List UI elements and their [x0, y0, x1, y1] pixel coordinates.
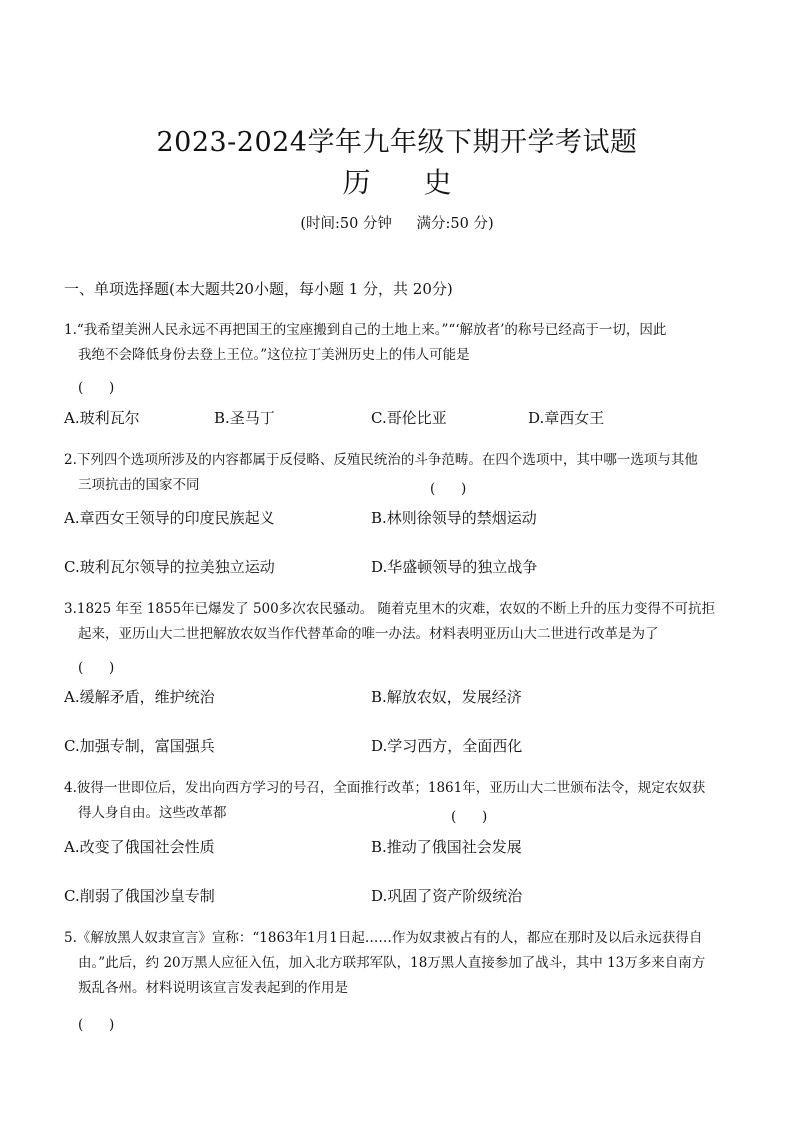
question-1-line1: 1.“我希望美洲人民永远不再把国王的宝座搬到自己的土地上来。”“‘解放者’的称号已经高于一切，因此	[64, 322, 667, 338]
question-5	[64, 926, 734, 1001]
question-4-option-a: A.改变了俄国社会性质	[64, 838, 215, 856]
question-1-answer-blank: ( )	[78, 380, 115, 396]
question-3-option-c: C.加强专制，富国强兵	[64, 737, 215, 755]
section-heading: 一、单项选择题(本大题共20小题，每小题 1 分，共 20分)	[64, 280, 453, 298]
question-2-line1: 2.下列四个选项所涉及的内容都属于反侵略、反殖民统治的斗争范畴。在四个选项中，其中哪一选项与其他	[64, 452, 698, 468]
question-4	[64, 776, 734, 826]
question-2-option-c: C.玻利瓦尔领导的拉美独立运动	[64, 558, 275, 576]
question-2-option-d: D.华盛顿领导的独立战争	[371, 558, 538, 576]
question-1-line2: 我绝不会降低身份去登上王位。”这位拉丁美洲历史上的伟人可能是	[78, 347, 470, 363]
question-3-option-a: A.缓解矛盾，维护统治	[64, 688, 215, 706]
question-2-line2: 三项抗击的国家不同	[78, 477, 200, 493]
question-3-line2: 起来，亚历山大二世把解放农奴当作代替革命的唯一办法。材料表明亚历山大二世进行改革是为了	[78, 626, 659, 642]
question-1-option-a: A.玻利瓦尔	[64, 409, 140, 427]
exam-time: (时间:50 分钟	[300, 216, 392, 232]
question-5-line3: 叛乱各州。材料说明该宣言发表起到的作用是	[78, 980, 348, 996]
question-2-answer-blank: ( )	[430, 481, 467, 497]
question-4-line1: 4.彼得一世即位后，发出向西方学习的号召，全面推行改革；1861年，亚历山大二世颁布法令，规定农奴获	[64, 780, 706, 796]
question-3	[64, 597, 734, 647]
exam-score: 满分:50 分)	[416, 216, 494, 232]
question-4-answer-blank: ( )	[451, 809, 488, 825]
question-1-option-d: D.章西女王	[528, 409, 605, 427]
question-2-option-b: B.林则徐领导的禁烟运动	[371, 509, 537, 527]
question-2-option-a: A.章西女王领导的印度民族起义	[64, 509, 275, 527]
exam-title: 2023-2024学年九年级下期开学考试题	[156, 127, 638, 158]
question-1-option-c: C.哥伦比亚	[371, 409, 447, 427]
exam-meta	[0, 214, 794, 234]
question-1-option-b: B.圣马丁	[214, 409, 275, 427]
question-4-line2: 得人身自由。这些改革都	[78, 805, 227, 821]
question-3-line1: 3.1825 年至 1855年已爆发了 500多次农民骚动。 随着克里木的灾难，农奴的不断上升的压力变得不可抗拒	[64, 601, 716, 617]
question-4-option-d: D.巩固了资产阶级统治	[371, 887, 523, 905]
question-4-option-c: C.削弱了俄国沙皇专制	[64, 887, 215, 905]
question-2	[64, 448, 734, 498]
exam-subject: 历 史	[342, 166, 474, 199]
question-1	[64, 318, 734, 368]
question-5-line2: 由。”此后，约 20万黑人应征入伍，加入北方联邦军队，18万黑人直接参加了战斗，其中 13万多来自南方	[78, 955, 706, 971]
question-4-option-b: B.推动了俄国社会发展	[371, 838, 522, 856]
question-3-answer-blank: ( )	[78, 660, 115, 676]
question-5-line1: 5.《解放黑人奴隶宣言》宣称：“1863年1月1日起……作为奴隶被占有的人，都应在那时及以后永远获得自	[64, 930, 703, 946]
question-3-option-b: B.解放农奴，发展经济	[371, 688, 522, 706]
question-5-answer-blank: ( )	[78, 1017, 115, 1033]
question-3-option-d: D.学习西方，全面西化	[371, 737, 523, 755]
